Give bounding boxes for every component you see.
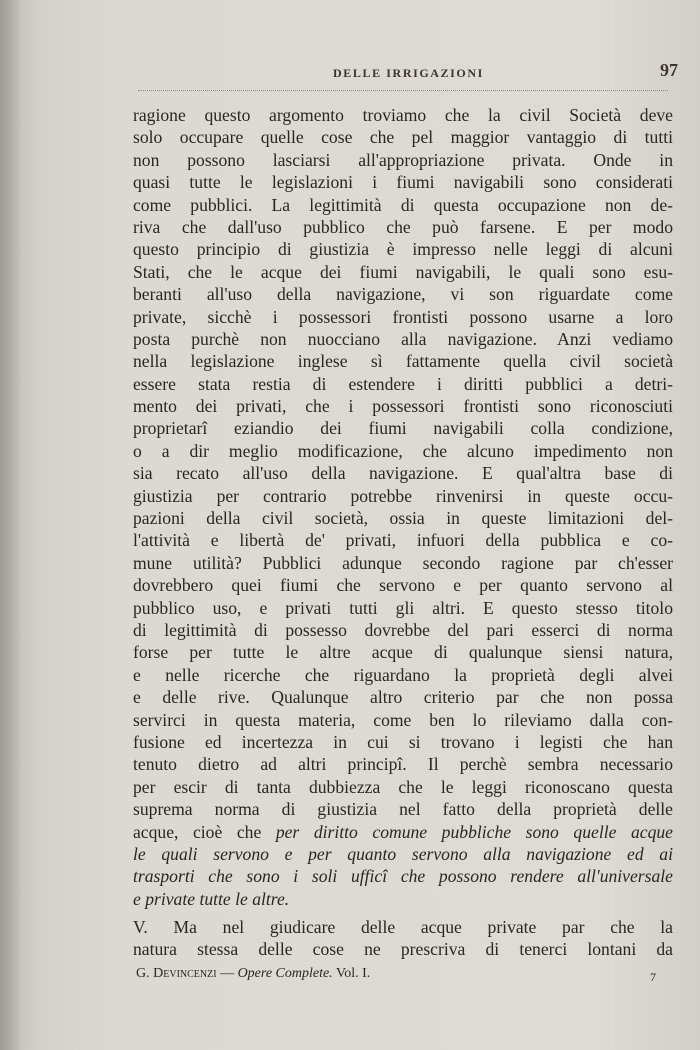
text-line: nella legislazione inglese sì fattamente quella civil società	[133, 351, 673, 372]
text-line: essere stata restia di estendere i diritti pubblici a detri-	[133, 373, 673, 394]
text-line: natura stessa delle cose ne prescriva di tenerci lontani da	[133, 939, 673, 960]
text-line: e nelle ricerche che riguardano la proprietà degli alvei	[133, 664, 673, 685]
text-line: tenuto dietro ad altri principî. Il perchè sembra necessario	[133, 754, 673, 775]
text-line: per escir di tanta dubbiezza che le leggi riconoscano questa	[133, 776, 673, 797]
text-line: pubblico uso, e privati tutti gli altri. E questo stesso titolo	[133, 597, 673, 618]
text-line: forse per tutte le altre acque di qualunque siensi natura,	[133, 642, 673, 663]
text-line: pazioni della civil società, ossia in queste limitazioni del-	[133, 508, 673, 529]
text-line: questo principio di giustizia è impresso nelle leggi di alcuni	[133, 239, 673, 260]
text-line: di legittimità di possesso dovrebbe del pari esserci di norma	[133, 619, 673, 640]
text-line: mune utilità? Pubblici adunque secondo ragione par ch'esser	[133, 552, 673, 573]
text-line: posta purchè non nuocciano alla navigazione. Anzi vediamo	[133, 328, 673, 349]
text-line: solo occupare quelle cose che pel maggior vantaggio di tutti	[133, 127, 673, 148]
text-line: beranti all'uso della navigazione, vi son riguardate come	[133, 284, 673, 305]
roman-segment: acque, cioè che	[133, 821, 276, 842]
text-line: suprema norma di giustizia nel fatto della proprietà delle	[133, 799, 673, 820]
italic-text-line: trasporti che sono i soli ufficî che possono rendere all'universale	[133, 866, 673, 887]
running-title: DELLE IRRIGAZIONI	[333, 66, 484, 80]
text-line: fusione ed incertezza in cui si trovano i legisti che han	[133, 731, 673, 752]
author-initial: G.	[136, 966, 150, 981]
running-head	[138, 58, 678, 88]
text-line: e delle rive. Qualunque altro criterio par che non possa	[133, 687, 673, 708]
text-line: sia recato all'uso della navigazione. E qual'altra base di	[133, 463, 673, 484]
text-line: o a dir meglio modificazione, che alcuno impedimento non	[133, 440, 673, 461]
work-title: Opere Complete.	[237, 966, 333, 981]
page-footer	[136, 966, 656, 990]
text-line: proprietarî eziandio dei fiumi navigabili colla condizione,	[133, 418, 673, 439]
text-line: non possono lasciarsi all'appropriazione privata. Onde in	[133, 149, 673, 170]
text-line: riva che dall'uso pubblico che può farsene. E per modo	[133, 216, 673, 237]
text-line: Stati, che le acque dei fiumi navigabili, le quali sono esu-	[133, 261, 673, 282]
signature-mark: 7	[650, 970, 656, 984]
author-name: Devincenzi	[153, 966, 217, 981]
text-line: servirci in questa materia, come ben lo rileviamo dalla con-	[133, 709, 673, 730]
mixed-text-line	[133, 821, 673, 843]
text-line: come pubblici. La legittimità di questa occupazione non de-	[133, 194, 673, 215]
italic-text-line: e private tutte le altre.	[133, 888, 290, 909]
text-line: dovrebbero quei fiumi che servono e per quanto servono al	[133, 575, 673, 596]
footer-dash: —	[220, 966, 235, 981]
italic-segment: per diritto comune pubbliche sono quelle acque	[275, 821, 673, 842]
italic-text-line: le quali servono e per quanto servono alla navigazione ed ai	[133, 843, 673, 864]
text-line: V. Ma nel giudicare delle acque private par che la	[133, 917, 673, 938]
volume-label: Vol. I.	[335, 966, 371, 981]
body-text	[133, 104, 673, 961]
gutter-shadow	[0, 0, 22, 1050]
page-number: 97	[660, 60, 678, 80]
header-rule	[138, 90, 668, 91]
text-line: mento dei privati, che i possessori frontisti sono riconosciuti	[133, 396, 673, 417]
text-line: private, sicchè i possessori frontisti possono usarne a loro	[133, 306, 673, 327]
footer-citation	[136, 966, 370, 982]
text-line: ragione questo argomento troviamo che la civil Società deve	[133, 105, 673, 125]
text-line: quasi tutte le legislazioni i fiumi navigabili sono considerati	[133, 172, 673, 193]
text-line: l'attività e libertà de' privati, infuori della pubblica e co-	[133, 530, 673, 551]
text-line: giustizia per contrario potrebbe rinvenirsi in queste occu-	[133, 485, 673, 506]
